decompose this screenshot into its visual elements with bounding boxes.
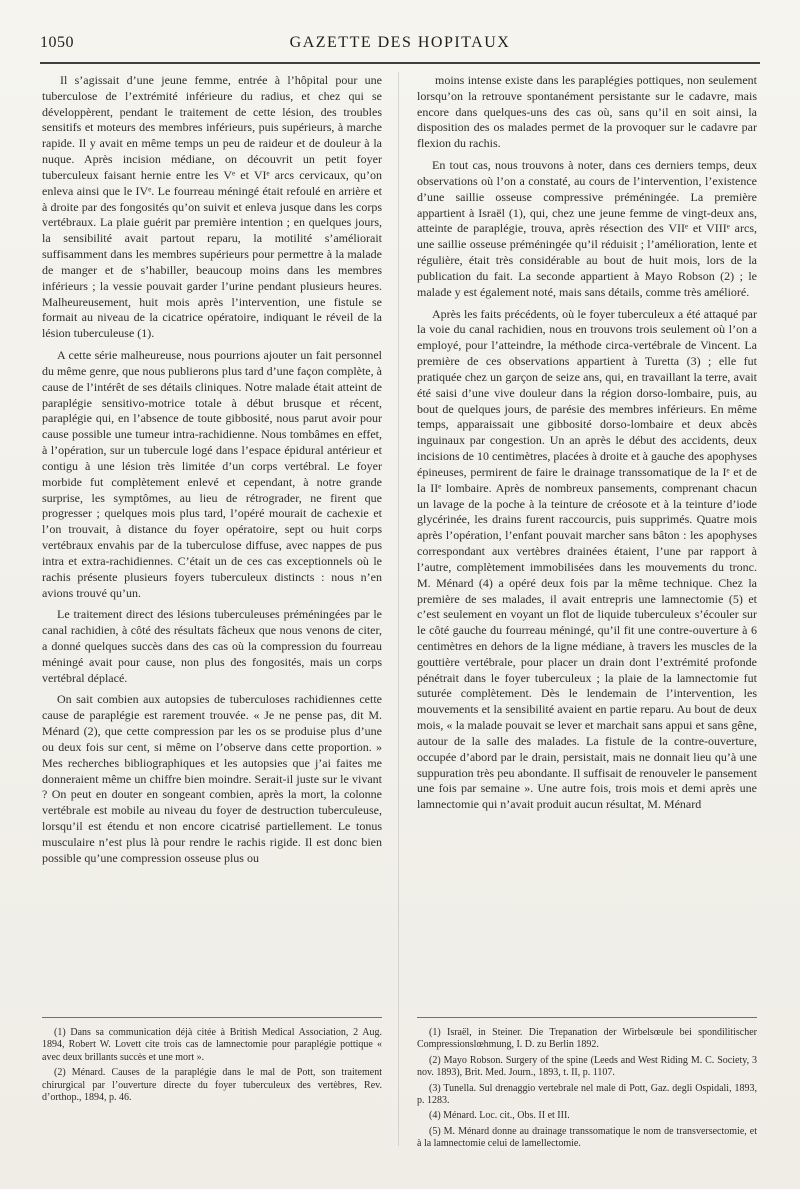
left-paragraph-3: Le traitement direct des lésions tuberculeuses préméningées par le canal rachidien, à côté des résultats fâcheux que nous venons de citer, a donné quelques succès dans des cas où la compression du fourreau méningé avait pour cause, non plus des fongosités, mais un corps vertébral déplacé. <box>42 607 382 685</box>
left-footnotes <box>42 1027 382 1107</box>
right-footnote-divider <box>417 1017 757 1018</box>
right-paragraph-2: En tout cas, nous trouvons à noter, dans ces derniers temps, deux observations où l’on a constaté, au cours de l’intervention, l’existence d’une saillie osseuse compressive préméningée. La première appartient à Israël (1), qui, chez une jeune femme de vingt-deux ans, atteinte de paraplégie, trouva, après résection des VIIᵉ et VIIIᵉ arcs, une saillie osseuse préméningée qu’il réduisit ; l’amélioration, lente et régulière, était très considérable au bout de huit mois, lors de la publication du fait. La seconde appartient à Mayo Robson (2) ; le malade y est également noté, mais sans détails, comme très amélioré. <box>417 158 757 299</box>
column-divider <box>398 72 399 1146</box>
right-footnote-3: (3) Tunella. Sul drenaggio vertebrale nel male di Pott, Gaz. degli Ospidali, 1893, p. 1283. <box>417 1082 757 1106</box>
left-paragraph-1: Il s’agissait d’une jeune femme, entrée à l’hôpital pour une tuberculose de l’extrémité inférieure du radius, et chez qui se développèrent, pendant le traitement de cette lésion, des troubles sensitifs et moteurs des membres inférieurs, puis supérieurs, à marche rapide. Il y avait en même temps un peu de raideur et de douleur à la nuque. Après incision médiane, on découvrit un petit foyer tuberculeux faisant hernie entre les Vᵉ et VIᵉ arcs cervicaux, qu’on enleva ainsi que le IVᵉ. Le fourreau méningé était refoulé en arrière et à droite par des fongosités qu’on suivit et enleva jusque dans les corps vertébraux. La plaie guérit par première intention ; en quelques jours, la sensibilité avait partout reparu, la motilité s’améliorait suffisamment dans les membres supérieurs pour permettre à la malade de manger et de s’habiller, beaucoup moins dans les membres inférieurs ; la vessie pouvait garder l’urine pendant plusieurs heures. Malheureusement, huit mois après l’intervention, une fistule se formait au niveau de la cicatrice opératoire, indiquant le réveil de la lésion tuberculeuse (1). <box>42 73 382 341</box>
journal-title: GAZETTE DES HOPITAUX <box>289 34 511 51</box>
right-column <box>417 73 757 819</box>
left-column <box>42 73 382 873</box>
right-paragraph-1: moins intense existe dans les paraplégies pottiques, non seulement lorsqu’on la retrouve spontanément persistante sur le cadavre, mais encore dans quelques-uns des cas où, sans qu’il en soit ainsi, la disposition des os malades permet de la provoquer sur le cadavre par flexion du rachis. <box>417 73 757 151</box>
left-paragraph-2: A cette série malheureuse, nous pourrions ajouter un fait personnel du même genre, que nous publierons plus tard d’une façon complète, à cause de l’intérêt de ses détails cliniques. Notre malade était atteint de paraplégie sensitivo-motrice totale à début brusque et récent, paraplégie qui, en l’absence de toute gibbosité, nous parut avoir pour cause possible une tumeur intra-rachidienne. Nous tombâmes en effet, à l’opération, sur un tubercule logé dans l’espace épidural antérieur et contigu à une lésion très limitée d’un corps vertébral. Le foyer morbide fut complètement enlevé et cependant, à notre grande surprise, les symptômes, au lieu de rétrograder, ne firent que progresser ; quelques mois plus tard, l’opéré mourait de cachexie et l’on trouvait, à distance du foyer opératoire, sept ou huit corps vertébraux envahis par de la tuberculose diffuse, avec nappes de pus intra et extra-rachidiennes. C’était un de ces cas exceptionnels où le rachis présente plusieurs foyers tuberculeux distincts : nous n’en avions trouvé qu’un. <box>42 348 382 600</box>
left-paragraph-4: On sait combien aux autopsies de tuberculoses rachidiennes cette cause de paraplégie est rarement trouvée. « Je ne pense pas, dit M. Ménard (2), que cette compression par les os se produise plus d’une ou deux fois sur cent, si même on l’observe dans cette proportion. » Mes recherches bibliographiques et les autopsies que j’ai faites me donneraient même un chiffre bien moindre. Serait-il juste sur le vivant ? On peut en douter en songeant combien, après la mort, la colonne vertébrale est mobile au niveau du foyer de destruction tuberculeuse, lorsqu’il est étendu et non encore cicatrisé partiellement. Le tonus musculaire n’est plus là pour rendre le rachis rigide. Il est donc bien possible qu’une compression osseuse plus ou <box>42 692 382 865</box>
left-footnote-2: (2) Ménard. Causes de la paraplégie dans le mal de Pott, son traitement chirurgical par l’ouverture directe du foyer tuberculeux des vertèbres, Rev. d’orthop., 1894, p. 46. <box>42 1067 382 1103</box>
right-footnote-2: (2) Mayo Robson. Surgery of the spine (Leeds and West Riding M. C. Society, 3 nov. 1893), Brit. Med. Journ., 1893, t. II, p. 1107. <box>417 1054 757 1079</box>
left-footnote-divider <box>42 1017 382 1018</box>
left-footnote-1: (1) Dans sa communication déjà citée à British Medical Association, 2 Aug. 1894, Robert W. Lovett cite trois cas de lamnectomie pour paraplégie pottique « avec deux brillants succès et une mort ». <box>42 1027 382 1063</box>
right-footnote-4: (4) Ménard. Loc. cit., Obs. II et III. <box>429 1110 570 1122</box>
right-footnote-1: (1) Israël, in Steiner. Die Trepanation der Wirbelsœule bei spondilitischer Compressionslœhmung, I. D. zu Berlin 1892. <box>417 1027 757 1051</box>
right-footnote-5: (5) M. Ménard donne au drainage transsomatique le nom de transversectomie, et à la lamnectomie celui de lamellectomie. <box>417 1125 757 1150</box>
page-number: 1050 <box>40 34 74 51</box>
page-header <box>40 30 760 64</box>
right-footnotes <box>417 1027 757 1154</box>
right-paragraph-3: Après les faits précédents, où le foyer tuberculeux a été attaqué par la voie du canal rachidien, nous en trouvons trois seulement où l’on a employé, pour l’atteindre, la méthode circa-vertébrale de Vincent. La première de ces observations appartient à Turetta (3) ; elle fut pratiquée chez un garçon de seize ans, qui, en travaillant la terre, avait été saisi d’une vive douleur dans la région dorso-lombaire, puis, au bout de quelques jours, de parésie des membres inférieurs. En même temps, apparaissait une gibbosité dorso-lombaire et deux abcès inguinaux par congestion. Un an après le début des accidents, deux incisions de 10 centimètres, placées à droite et à gauche des apophyses épineuses, permirent de faire le drainage transsomatique de la Iᵉ et de la IIᵉ lombaire. Après de nombreux pansements, comprenant chacun un lavage de la poche à la teinture de créosote et à la teinture d’iode glycérinée, les drains furent raccourcis, puis supprimés. Quatre mois après l’opération, l’enfant pouvait marcher sans bâton : les apophyses correspondant aux vertèbres drainées étaient, l’une par rapport à l’autre, complètement immobilisées dans les mouvements du tronc. M. Ménard (4) a opéré deux fois par la même technique. Chez la première de ses malades, il avait entrepris une lamnectomie (5) et c’est seulement en voyant un flot de liquide tuberculeux s’écouler sur le côté gauche du fourreau méningé, qu’il fit une contre-ouverture à 6 centimètres en dehors de la ligne médiane, à travers les muscles de la gouttière vertébrale, pour placer un drain dont l’extrémité profonde pénétrait dans le foyer tuberculeux ; la plaie de la lamnectomie fut suturée complètement. Dès le lendemain de l’intervention, les mouvements et la sensibilité avaient en partie reparu. Au bout de deux mois, « la malade pouvait se lever et marchait sans appui et sans gêne, autour de la salle des malades. La fistule de la contre-ouverture, occupée d’abord par le drain, persistait, mais ne donnait lieu qu’à une suppuration très peu abondante. Il suffisait de renouveler le pansement une fois par semaine ». Une autre fois, trois mois et demi après une lamnectomie qui n’avait produit aucun résultat, M. Ménard <box>417 306 757 812</box>
